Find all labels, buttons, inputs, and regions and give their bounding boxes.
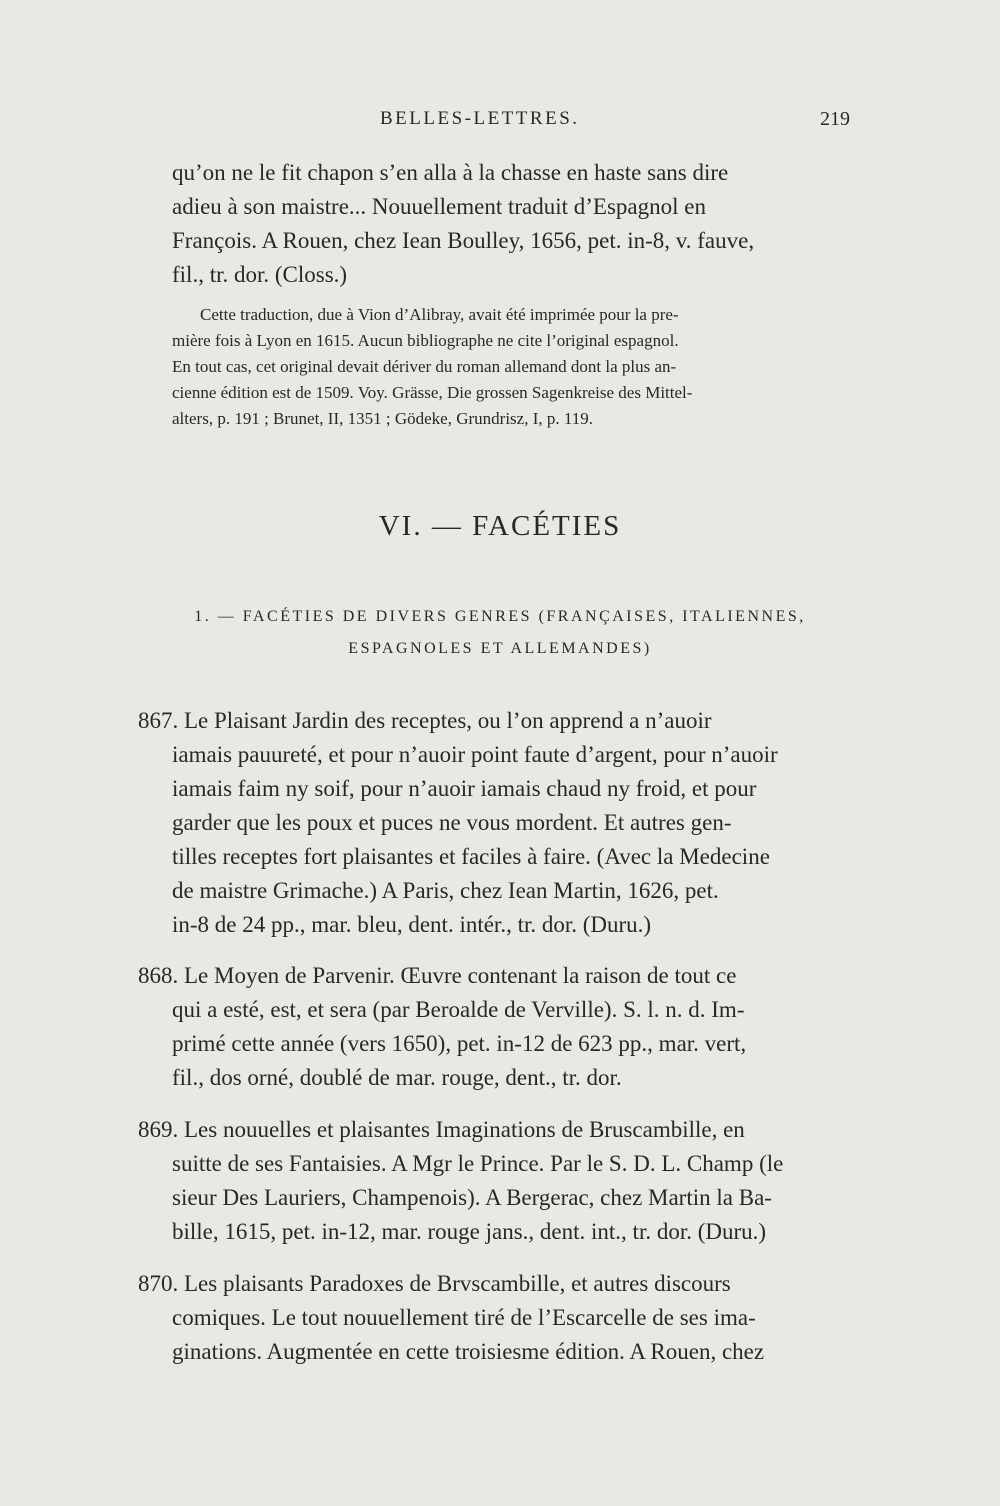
entry-line: fil., dos orné, doublé de mar. rouge, dent., tr. dor. [172,1065,622,1090]
page-number: 219 [820,108,850,130]
entry-line: François. A Rouen, chez Iean Boulley, 1656, pet. in-8, v. fauve, [172,228,755,253]
entry-line: de maistre Grimache.) A Paris, chez Iean Martin, 1626, pet. [172,878,719,903]
entry-line: 868. Le Moyen de Parvenir. Œuvre contenant la raison de tout ce [138,963,737,988]
entry-line: garder que les poux et puces ne vous mordent. Et autres gen- [172,810,732,835]
entry-line: adieu à son maistre... Nouuellement traduit d’Espagnol en [172,194,706,219]
note-line: Cette traduction, due à Vion d’Alibray, avait été imprimée pour la pre- [200,305,679,324]
entry-line: comiques. Le tout nouuellement tiré de l’Escarcelle de ses ima- [172,1305,756,1330]
entry-line: tilles receptes fort plaisantes et faciles à faire. (Avec la Medecine [172,844,770,869]
entry-line: iamais pauureté, et pour n’auoir point faute d’argent, pour n’auoir [172,742,778,767]
entry-line: primé cette année (vers 1650), pet. in-12 de 623 pp., mar. vert, [172,1031,747,1056]
entry-line: fil., tr. dor. (Closs.) [172,262,348,287]
note-line: cienne édition est de 1509. Voy. Grässe, Die grossen Sagenkreise des Mittel- [172,383,693,402]
entry-line: qui a esté, est, et sera (par Beroalde de Verville). S. l. n. d. Im- [172,997,745,1022]
running-head [0,108,1000,138]
entry-line: 867. Le Plaisant Jardin des receptes, ou l’on apprend a n’auoir [138,708,712,733]
section-subheading: ESPAGNOLES ET ALLEMANDES) [348,640,652,657]
note-line: mière fois à Lyon en 1615. Aucun bibliographe ne cite l’original espagnol. [172,331,679,350]
entry-line: in-8 de 24 pp., mar. bleu, dent. intér., tr. dor. (Duru.) [172,912,652,937]
entry-line: iamais faim ny soif, pour n’auoir iamais chaud ny froid, et pour [172,776,757,801]
entry-line: suitte de ses Fantaisies. A Mgr le Prince. Par le S. D. L. Champ (le [172,1151,784,1176]
note-line: alters, p. 191 ; Brunet, II, 1351 ; Gödeke, Grundrisz, I, p. 119. [172,409,593,428]
entry-line: ginations. Augmentée en cette troisiesme édition. A Rouen, chez [172,1339,765,1364]
entry-line: bille, 1615, pet. in-12, mar. rouge jans., dent. int., tr. dor. (Duru.) [172,1219,767,1244]
entry-line: sieur Des Lauriers, Champenois). A Bergerac, chez Martin la Ba- [172,1185,772,1210]
section-subheading: 1. — FACÉTIES DE DIVERS GENRES (FRANÇAISES, ITALIENNES, [194,608,806,625]
entry-line: 869. Les nouuelles et plaisantes Imaginations de Bruscambille, en [138,1117,745,1142]
entry-line: 870. Les plaisants Paradoxes de Brvscambille, et autres discours [138,1271,731,1296]
running-head-title: BELLES-LETTRES. [380,108,580,129]
entry-line: qu’on ne le fit chapon s’en alla à la chasse en haste sans dire [172,160,729,185]
note-line: En tout cas, cet original devait dériver du roman allemand dont la plus an- [172,357,677,376]
section-title: VI. — FACÉTIES [378,510,622,542]
